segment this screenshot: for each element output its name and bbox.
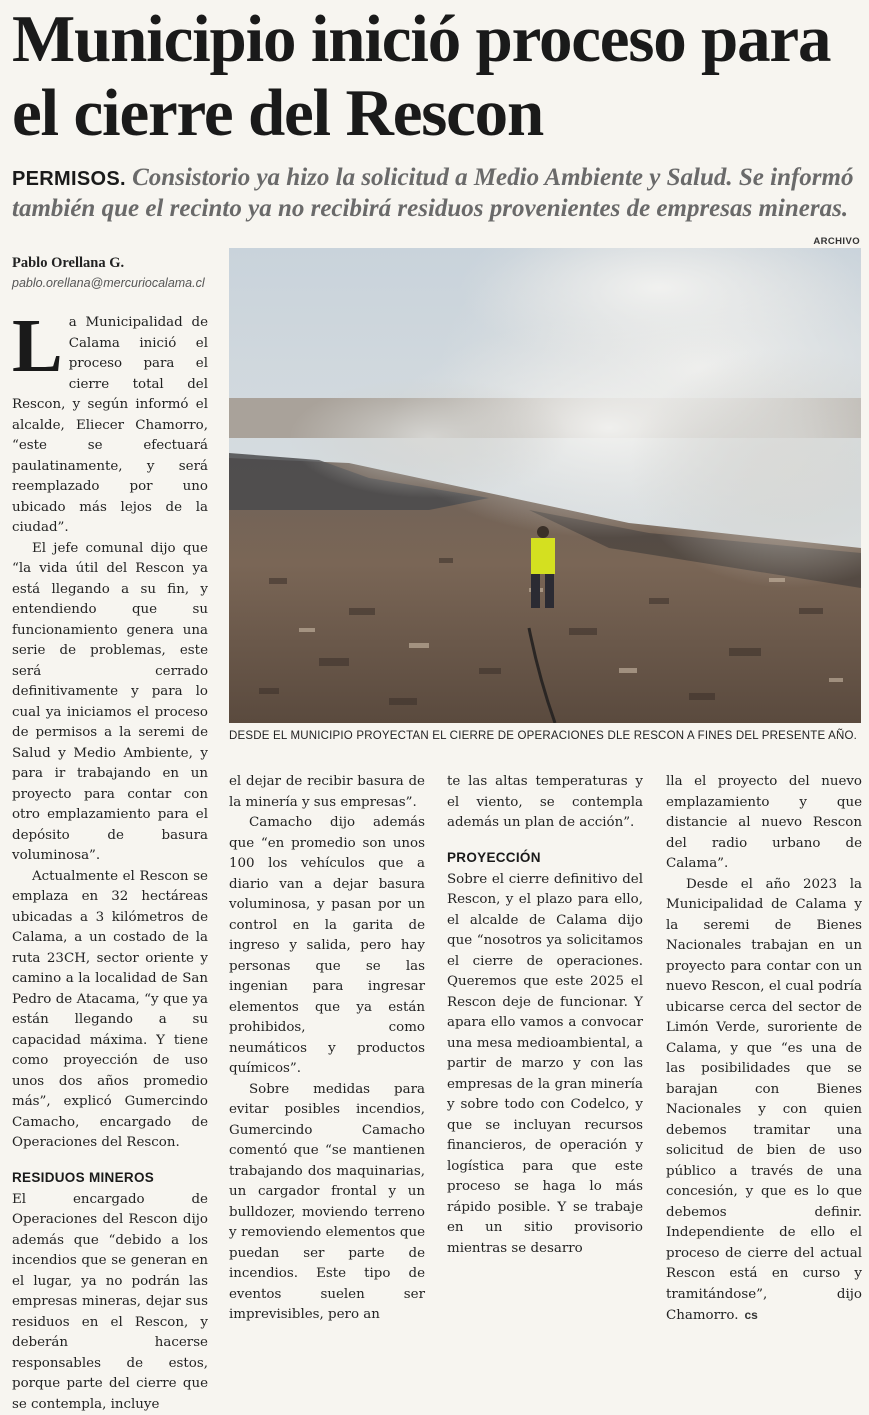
paragraph-4: El encargado de Operaciones del Rescon dijo además que “debido a los incendios que se generan en el lugar, ya no podrán las empresas mineras, dejar sus residuos en el Rescon, y deberán hacerse responsables de estos, porque parte del cierre que se contempla, incluye — [12, 1190, 208, 1415]
drop-cap: L — [12, 317, 63, 375]
column-1 — [12, 313, 208, 1415]
paragraph-2: El jefe comunal dijo que “la vida útil del Rescon ya está llegando a su fin, y entendiendo que su funcionamiento genera una serie de problemas, este será cerrado definitivamente y para lo cual ya iniciamos el proceso de permisos a la seremi de Salud y Medio Ambiente, y para ir trabajando en un proyecto para contar con otro emplazamiento para el depósito de basura voluminosa”. — [12, 539, 208, 867]
photo-caption: DESDE EL MUNICIPIO PROYECTAN EL CIERRE DE OPERACIONES DLE RESCON A FINES DEL PRESENTE AÑO. — [229, 730, 861, 742]
column-3 — [447, 772, 643, 1259]
deck-kicker: PERMISOS. — [12, 168, 126, 190]
paragraph-3: Actualmente el Rescon se emplaza en 32 hectáreas ubicadas a 3 kilómetros de Calama, a un costado de la ruta 23CH, sector oriente y camino a la localidad de San Pedro de Atacama, “y que ya están llegando a su capacidad máxima. Y tiene como proyección de uso unos dos años promedio más”, explicó Gumercindo Camacho, encargado de Operaciones del Rescon. — [12, 867, 208, 1154]
photo-credit: ARCHIVO — [813, 236, 860, 247]
byline-email: pablo.orellana@mercuriocalama.cl — [12, 273, 222, 293]
subhead-proyeccion: PROYECCIÓN — [447, 848, 643, 868]
paragraph-7-cont: lla el proyecto del nuevo emplazamiento y que distancie al nuevo Rescon del radio urbano de Calama”. — [666, 772, 862, 875]
paragraph-4-cont: el dejar de recibir basura de la minería y sus empresas”. — [229, 772, 425, 813]
deck — [12, 163, 862, 224]
headline: Municipio inició proceso para el cierre del Rescon — [12, 2, 862, 150]
landfill-fire-photo — [229, 248, 861, 723]
paragraph-1 — [12, 313, 208, 539]
byline-author: Pablo Orellana G. — [12, 253, 222, 273]
paragraph-1-text: a Municipalidad de Calama inició el proceso para el cierre total del Rescon, y según informó el alcalde, Eliecer Chamorro, “este se efectuará paulatinamente, y será reemplazado por uno ubicado más lejos de la ciudad”. — [12, 315, 208, 535]
paragraph-5: Camacho dijo además que “en promedio son unos 100 los vehículos que a diario van a dejar basura voluminosa, y pasan por un control en la garita de ingreso y salida, pero hay personas que se las ingenian para ingresar elementos que ya están prohibidos, como neumáticos y productos químicos”. — [229, 813, 425, 1080]
paragraph-6: Sobre medidas para evitar posibles incendios, Gumercindo Camacho comentó que “se mantienen trabajando dos maquinarias, un cargador frontal y un bulldozer, moviendo terreno y removiendo elementos que puedan ser parte de incendios. Este tipo de eventos suelen ser imprevisibles, pero an — [229, 1080, 425, 1326]
paragraph-6-cont: te las altas temperaturas y el viento, se contempla además un plan de acción”. — [447, 772, 643, 834]
paragraph-7: Sobre el cierre definitivo del Rescon, y el plazo para ello, el alcalde de Calama dijo que “nosotros ya solicitamos el cierre de operaciones. Queremos que este 2025 el Rescon deje de funcionar. Y apara ello vamos a convocar una mesa medioambiental, a partir de marzo y con las empresas de la gran minería y sobre todo con Codelco, y que se incluyan recursos financieros, de operación y logística para que este proceso se haga lo más rápido posible. Y se trabaje en un sitio provisorio mientras se desarro — [447, 870, 643, 1260]
end-mark-icon: cs — [745, 1308, 758, 1322]
paragraph-8 — [666, 875, 862, 1327]
paragraph-8-text: Desde el año 2023 la Municipalidad de Calama y la seremi de Bienes Nacionales trabajan en un proyecto para contar con un nuevo Rescon, el cual podría ubicarse cerca del sector de Limón Verde, suroriente de Calama, y que “es una de las posibilidades que se barajan con Bienes Nacionales y con quien debemos tramitar una solicitud de bien de uso público a través de una concesión, y que es lo que debemos definir. Independiente de ello el proceso de cierre del actual Rescon está en curso y tramitándose”, dijo Chamorro. — [666, 877, 862, 1324]
byline — [12, 253, 222, 293]
deck-text: Consistorio ya hizo la solicitud a Medio Ambiente y Salud. Se informó también que el recinto ya no recibirá residuos provenientes de empresas mineras. — [12, 164, 853, 222]
subhead-residuos-mineros: RESIDUOS MINEROS — [12, 1168, 208, 1188]
column-4 — [666, 772, 862, 1327]
column-2 — [229, 772, 425, 1326]
